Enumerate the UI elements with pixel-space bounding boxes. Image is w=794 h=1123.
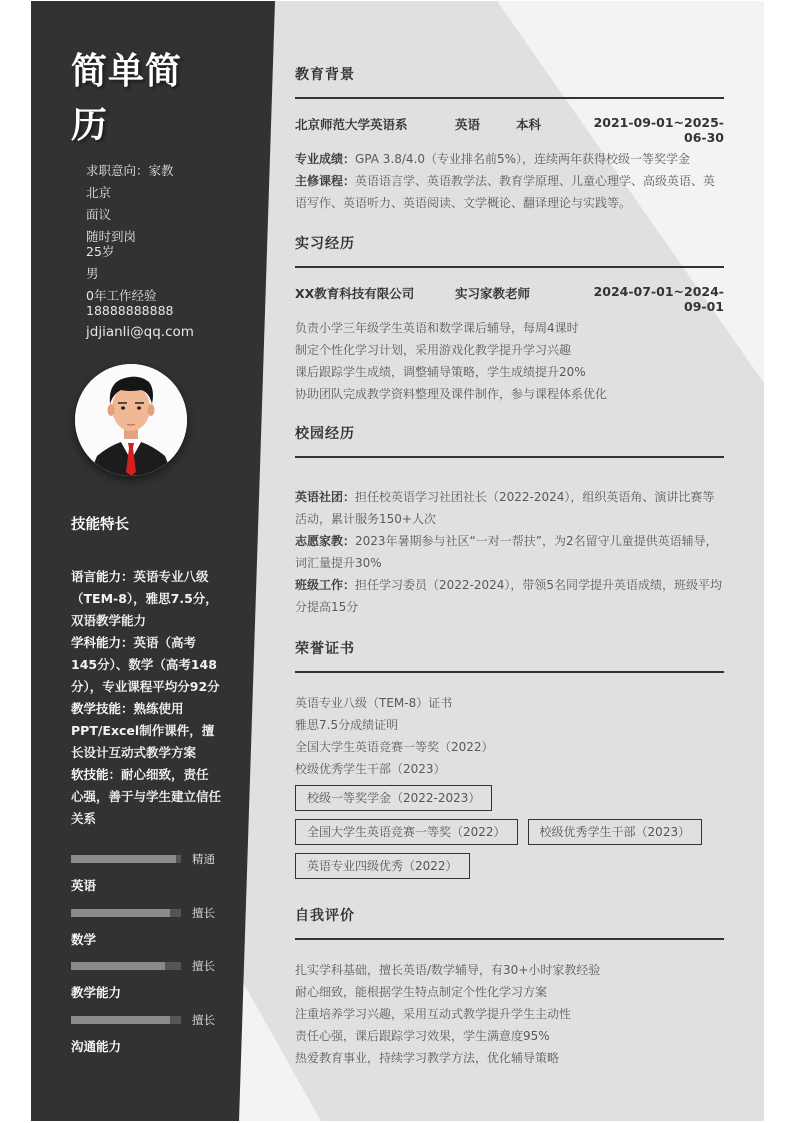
skill-subject: 学科能力：英语（高考145分）、数学（高考148分），专业课程平均分92分 [71, 635, 220, 694]
evaluation-item: 热爱教育事业，持续学习教学方法，优化辅导策略 [295, 1051, 560, 1065]
resume-page [31, 1, 764, 1121]
campus-item: 志愿家教：2023年暑期参与社区“一对一帮扶”，为2名留守儿童提供英语辅导，词汇量提升30% [295, 534, 718, 570]
personal-info [86, 163, 194, 340]
internship-period: 2024-07-01~2024-09-01 [593, 284, 724, 314]
skill-teaching: 教学技能：熟练使用PPT/Excel制作课件，擅长设计互动式教学方案 [71, 701, 215, 760]
job-role: 实习家教老师 [455, 286, 531, 301]
section-title: 教育背景 [295, 67, 355, 83]
avatar [75, 364, 187, 476]
progress-bar [71, 855, 181, 863]
email: jdjianli@qq.com [86, 324, 194, 340]
grades: 专业成绩：GPA 3.8/4.0（专业排名前5%），连续两年获得校级一等奖学金 [295, 152, 691, 166]
skill-name: 数学 [71, 931, 97, 947]
skill-bar-communication [71, 1014, 221, 1068]
skills-heading: 技能特长 [71, 517, 129, 533]
divider [295, 938, 724, 940]
skill-bars [71, 853, 221, 1067]
section-internship [295, 233, 724, 405]
evaluation-item: 扎实学科基础，擅长英语/数学辅导，有30+小时家教经验 [295, 963, 601, 977]
honor-tag: 英语专业四级优秀（2022） [295, 853, 470, 879]
skill-level: 擅长 [192, 905, 215, 920]
honor-item: 校级优秀学生干部（2023） [295, 762, 446, 776]
campus-item: 班级工作：担任学习委员（2022-2024），带领5名同学提升英语成绩，班级平均分提高15分 [295, 578, 723, 614]
education-header [295, 115, 724, 145]
phone: 18888888888 [86, 303, 174, 318]
job-intention: 求职意向：家教 [86, 163, 174, 178]
sidebar [31, 1, 276, 1121]
section-title: 自我评价 [295, 908, 355, 924]
availability: 随时到岗 [86, 229, 137, 244]
duty-item: 制定个性化学习计划，采用游戏化教学提升学习兴趣 [295, 343, 572, 357]
evaluation-item: 注重培养学习兴趣，采用互动式教学提升学生主动性 [295, 1007, 572, 1021]
skill-level: 擅长 [192, 1012, 215, 1027]
skill-name: 沟通能力 [71, 1038, 122, 1054]
evaluation-item: 责任心强，课后跟踪学习效果，学生满意度95% [295, 1029, 550, 1043]
education-details [295, 148, 724, 214]
skill-bar-math [71, 907, 221, 961]
section-title: 荣誉证书 [295, 641, 355, 657]
progress-bar [71, 962, 181, 970]
duty-item: 协助团队完成教学资料整理及课件制作，参与课程体系优化 [295, 387, 608, 401]
skill-level: 擅长 [192, 959, 215, 973]
internship-details [295, 317, 724, 405]
skill-language: 语言能力：英语专业八级（TEM-8），雅思7.5分，双语教学能力 [71, 569, 218, 628]
skills-description [71, 566, 221, 830]
school-name: 北京师范大学英语系 [295, 117, 408, 132]
section-campus [295, 423, 724, 618]
section-title: 校园经历 [295, 426, 355, 442]
skill-bar-teaching [71, 960, 221, 1014]
honor-tags [295, 785, 724, 879]
divider [295, 97, 724, 99]
salary: 面议 [86, 207, 112, 222]
courses: 主修课程：英语语言学、英语教学法、教育学原理、儿童心理学、高级英语、英语写作、英语听力、英语阅读、文学概论、翻译理论与实践等。 [295, 174, 716, 210]
skill-soft: 软技能：耐心细致，责任心强，善于与学生建立信任关系 [71, 767, 222, 826]
section-education [295, 64, 724, 214]
honor-tag: 全国大学生英语竞赛一等奖（2022） [295, 819, 518, 845]
work-experience: 0年工作经验 [86, 288, 157, 303]
campus-details [295, 486, 724, 618]
age: 25岁 [86, 244, 115, 259]
divider [295, 456, 724, 458]
duty-item: 负责小学三年级学生英语和数学课后辅导，每周4课时 [295, 321, 579, 335]
honor-item: 全国大学生英语竞赛一等奖（2022） [295, 740, 494, 754]
campus-item: 英语社团：担任校英语学习社团社长（2022-2024），组织英语角、演讲比赛等活动，累计服务150+人次 [295, 490, 715, 526]
honor-tag: 校级一等奖学金（2022-2023） [295, 785, 492, 811]
duty-item: 课后跟踪学生成绩，调整辅导策略，学生成绩提升20% [295, 365, 586, 379]
honors-list [295, 692, 724, 780]
skill-name: 教学能力 [71, 985, 122, 1000]
progress-bar [71, 909, 181, 917]
skill-bar-english [71, 853, 221, 907]
section-self-evaluation [295, 905, 724, 1069]
degree: 本科 [516, 117, 542, 132]
skill-name: 英语 [71, 878, 97, 893]
divider [295, 671, 724, 673]
skill-level: 精通 [192, 852, 215, 866]
honor-item: 英语专业八级（TEM-8）证书 [295, 696, 453, 710]
honor-tag: 校级优秀学生干部（2023） [528, 819, 703, 845]
progress-bar [71, 1016, 181, 1024]
evaluation-item: 耐心细致，能根据学生特点制定个性化学习方案 [295, 985, 548, 999]
major: 英语 [455, 117, 481, 132]
internship-header [295, 284, 724, 314]
section-honors [295, 638, 724, 879]
self-evaluation-list [295, 959, 724, 1069]
honor-item: 雅思7.5分成绩证明 [295, 718, 399, 732]
education-period: 2021-09-01~2025-06-30 [593, 115, 724, 145]
location: 北京 [86, 185, 112, 200]
resume-title: 简单简历 [71, 51, 183, 146]
person-avatar-icon [75, 364, 187, 476]
section-title: 实习经历 [295, 236, 355, 252]
divider [295, 266, 724, 268]
gender: 男 [86, 266, 99, 281]
company-name: XX教育科技有限公司 [295, 286, 415, 301]
